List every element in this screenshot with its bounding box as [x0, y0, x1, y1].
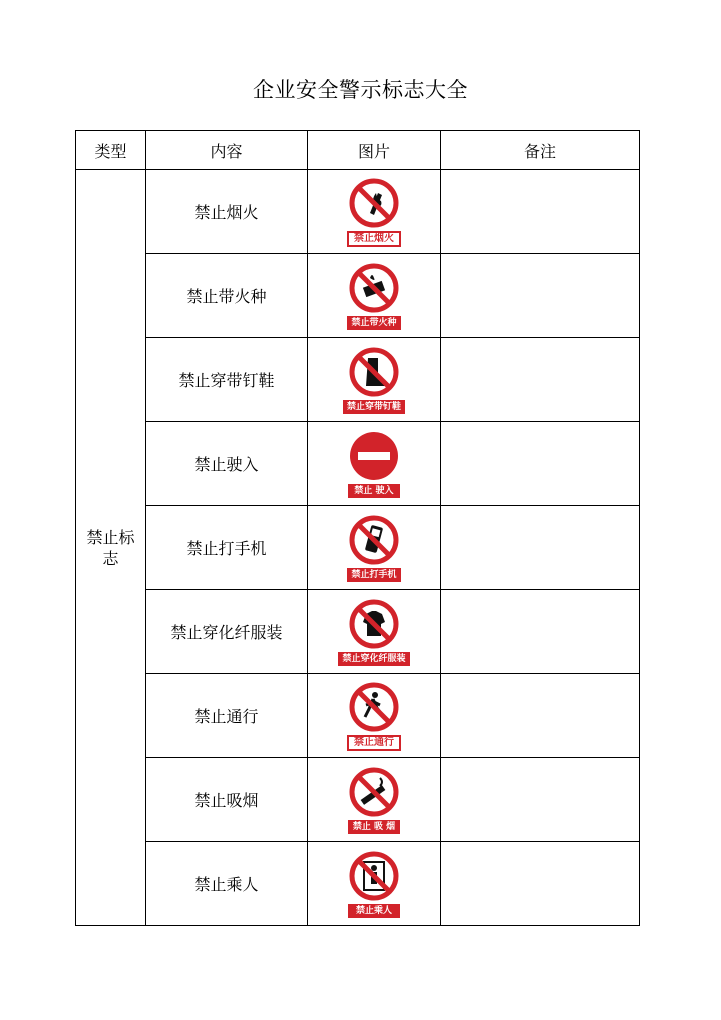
content-cell: 禁止穿化纤服装 [146, 590, 308, 674]
page-title: 企业安全警示标志大全 [253, 78, 468, 102]
sign-label: 禁止 驶入 [348, 484, 400, 498]
table-header-row [76, 131, 640, 170]
content-cell: 禁止穿带钉鞋 [146, 338, 308, 422]
no-passage-icon [348, 681, 400, 733]
sign-label: 禁止打手机 [347, 568, 400, 582]
table-row [76, 758, 640, 842]
table-row [76, 506, 640, 590]
header-remark: 备注 [441, 131, 640, 170]
content-cell: 禁止乘人 [146, 842, 308, 926]
no-fire-icon [348, 177, 400, 229]
remark-cell [441, 170, 640, 254]
no-smoking-icon [348, 766, 400, 818]
image-cell [308, 758, 441, 842]
header-type: 类型 [76, 131, 146, 170]
category-cell [76, 170, 146, 926]
table-row [76, 590, 640, 674]
safety-signs-table [75, 130, 640, 926]
sign-label: 禁止 吸 烟 [348, 820, 400, 834]
remark-cell [441, 758, 640, 842]
remark-cell [441, 842, 640, 926]
remark-cell [441, 590, 640, 674]
no-synthetic-clothing-icon [348, 598, 400, 650]
image-cell [308, 590, 441, 674]
content-cell: 禁止带火种 [146, 254, 308, 338]
table-row [76, 338, 640, 422]
table-row [76, 170, 640, 254]
content-cell: 禁止打手机 [146, 506, 308, 590]
content-cell: 禁止通行 [146, 674, 308, 758]
no-entry-icon [348, 430, 400, 482]
image-cell [308, 338, 441, 422]
table-row [76, 842, 640, 926]
remark-cell [441, 338, 640, 422]
sign-label: 禁止穿化纤服装 [338, 652, 409, 666]
category-label: 禁止标志 [86, 527, 135, 568]
no-matches-icon [348, 262, 400, 314]
table-row [76, 422, 640, 506]
remark-cell [441, 254, 640, 338]
sign-label: 禁止烟火 [347, 231, 401, 247]
image-cell [308, 254, 441, 338]
remark-cell [441, 422, 640, 506]
content-cell: 禁止驶入 [146, 422, 308, 506]
no-spiked-shoes-icon [348, 346, 400, 398]
remark-cell [441, 674, 640, 758]
remark-cell [441, 506, 640, 590]
image-cell [308, 842, 441, 926]
table-row [76, 674, 640, 758]
image-cell [308, 170, 441, 254]
sign-label: 禁止穿带钉鞋 [343, 400, 405, 414]
header-content: 内容 [146, 131, 308, 170]
no-phone-icon [348, 514, 400, 566]
image-cell [308, 422, 441, 506]
content-cell: 禁止吸烟 [146, 758, 308, 842]
no-riding-icon [348, 850, 400, 902]
sign-label: 禁止乘人 [348, 904, 400, 918]
sign-label: 禁止带火种 [347, 316, 400, 330]
table-row [76, 254, 640, 338]
content-cell: 禁止烟火 [146, 170, 308, 254]
image-cell [308, 674, 441, 758]
image-cell [308, 506, 441, 590]
header-image: 图片 [308, 131, 441, 170]
sign-label: 禁止通行 [347, 735, 401, 751]
